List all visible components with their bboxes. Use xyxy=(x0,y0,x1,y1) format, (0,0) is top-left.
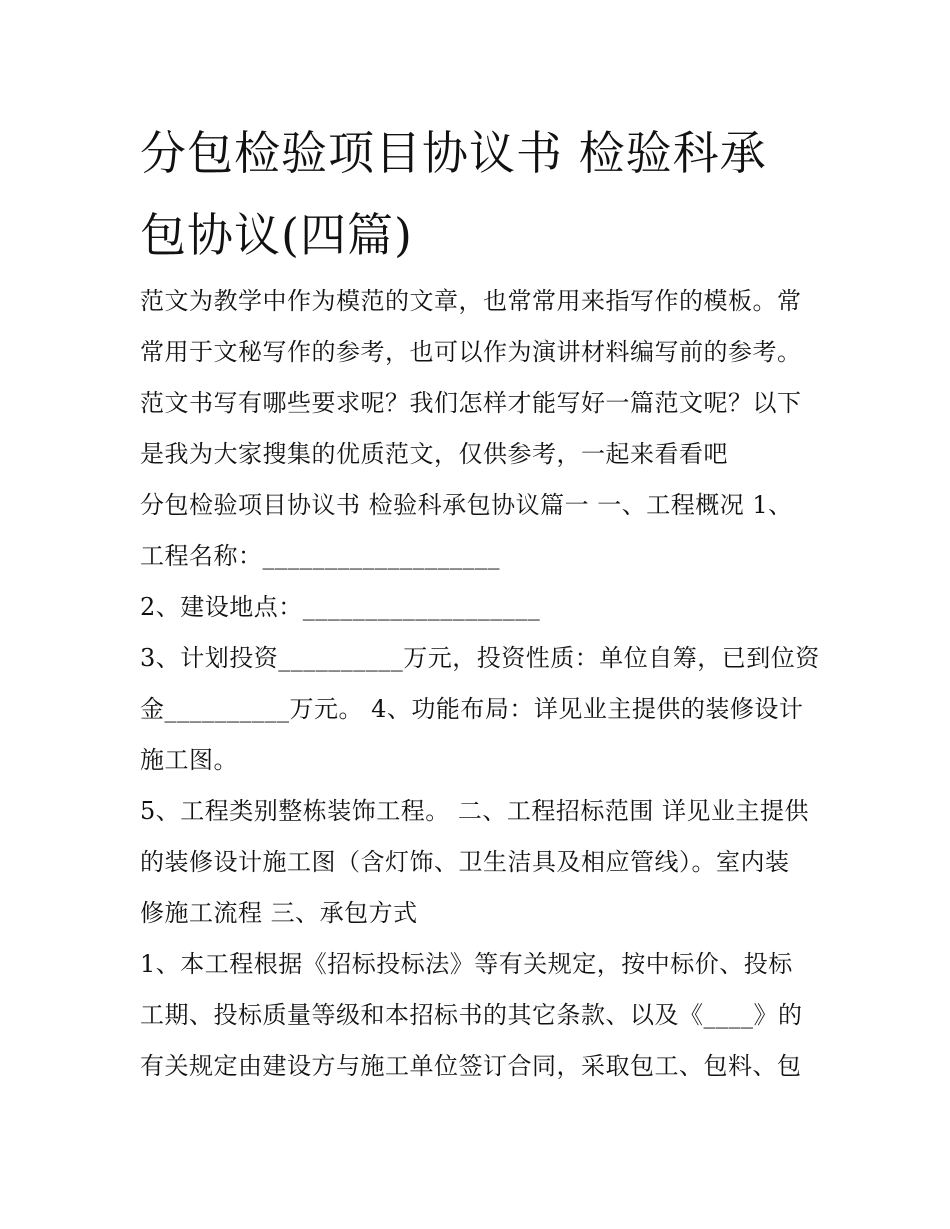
funds-layout-line: 金__________万元。 4、功能布局：详见业主提供的装修设计 xyxy=(140,695,804,723)
contract-method-heading-line: 修施工流程 三、承包方式 xyxy=(140,899,418,927)
document-title xyxy=(140,112,840,276)
project-category-line: 5、工程类别整栋装饰工程。 二、工程招标范围 详见业主提供 xyxy=(140,797,810,825)
contract-clause-line-2: 工期、投标质量等级和本招标书的其它条款、以及《____》的 xyxy=(140,1001,803,1029)
intro-line-3: 范文书写有哪些要求呢？我们怎样才能写好一篇范文呢？以下 xyxy=(140,389,802,417)
project-name-line: 工程名称：___________________ xyxy=(140,542,500,570)
scope-line: 的装修设计施工图（含灯饰、卫生洁具及相应管线）。室内装 xyxy=(140,848,790,876)
intro-line-2: 常用于文秘写作的参考，也可以作为演讲材料编写前的参考。 xyxy=(140,338,802,366)
investment-line: 3、计划投资__________万元，投资性质：单位自筹，已到位资 xyxy=(140,644,820,672)
intro-line-1: 范文为教学中作为模范的文章，也常常用来指写作的模板。常 xyxy=(140,287,802,315)
contract-clause-line-3: 有关规定由建设方与施工单位签订合同，采取包工、包料、包 xyxy=(140,1052,802,1080)
section-heading-line: 分包检验项目协议书 检验科承包协议篇一 一、工程概况 1、 xyxy=(140,491,793,519)
title-line-1: 分包检验项目协议书 检验科承 xyxy=(140,126,767,180)
construction-drawing-line: 施工图。 xyxy=(140,746,238,774)
construction-site-line: 2、建设地点：___________________ xyxy=(140,593,541,621)
title-line-2: 包协议(四篇) xyxy=(140,208,413,262)
contract-clause-line-1: 1、本工程根据《招标投标法》等有关规定，按中标价、投标 xyxy=(140,950,793,978)
intro-line-4: 是我为大家搜集的优质范文，仅供参考，一起来看看吧 xyxy=(140,440,728,468)
